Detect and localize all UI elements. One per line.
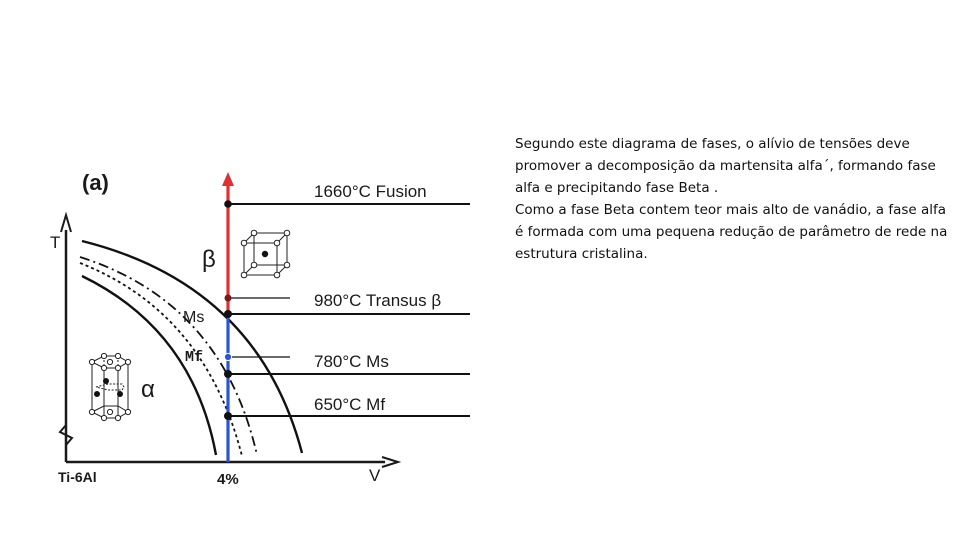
mf-marker xyxy=(224,412,232,420)
y-axis-label: T xyxy=(50,233,61,252)
y-axis-arrow xyxy=(61,215,71,232)
mf-curve-label: Mf xyxy=(185,349,204,366)
level-label-fusion: 1660°C Fusion xyxy=(314,182,427,201)
ms-marker xyxy=(224,370,232,378)
caption-paragraph-2: Como a fase Beta contem teor mais alto de vanádio, a fase alfa é formada com uma pequena redução de parâmetro de rede na estrutura cristalina. xyxy=(515,202,948,262)
transus-marker-red xyxy=(225,295,232,302)
level-label-mf: 650°C Mf xyxy=(314,395,386,414)
bcc-unit-cell-icon xyxy=(241,230,290,278)
beta-transus-curve xyxy=(82,241,302,453)
level-lines xyxy=(228,204,470,416)
phase-diagram xyxy=(40,150,485,495)
caption-text xyxy=(515,133,955,265)
fusion-marker xyxy=(224,200,232,208)
level-label-transus: 980°C Transus β xyxy=(314,291,442,310)
level-label-ms: 780°C Ms xyxy=(314,352,389,371)
alpha-phase-label: α xyxy=(141,376,155,403)
beta-phase-label: β xyxy=(202,246,216,273)
panel-label: (a) xyxy=(82,170,109,195)
ms-curve-label: Ms xyxy=(183,309,205,326)
x-marker-label: 4% xyxy=(217,471,239,488)
caption-paragraph-1: Segundo este diagrama de fases, o alívio de tensões deve promover a decomposição da martensita alfa´, formando fase alfa e precipitando fase Beta . xyxy=(515,136,936,196)
x-axis-label: V xyxy=(369,466,381,485)
ms-marker-blue xyxy=(224,353,231,360)
transus-marker xyxy=(224,310,232,318)
hcp-unit-cell-icon xyxy=(89,353,130,420)
beta-line-arrowhead xyxy=(222,172,234,186)
x-origin-label: Ti-6Al xyxy=(58,469,97,485)
